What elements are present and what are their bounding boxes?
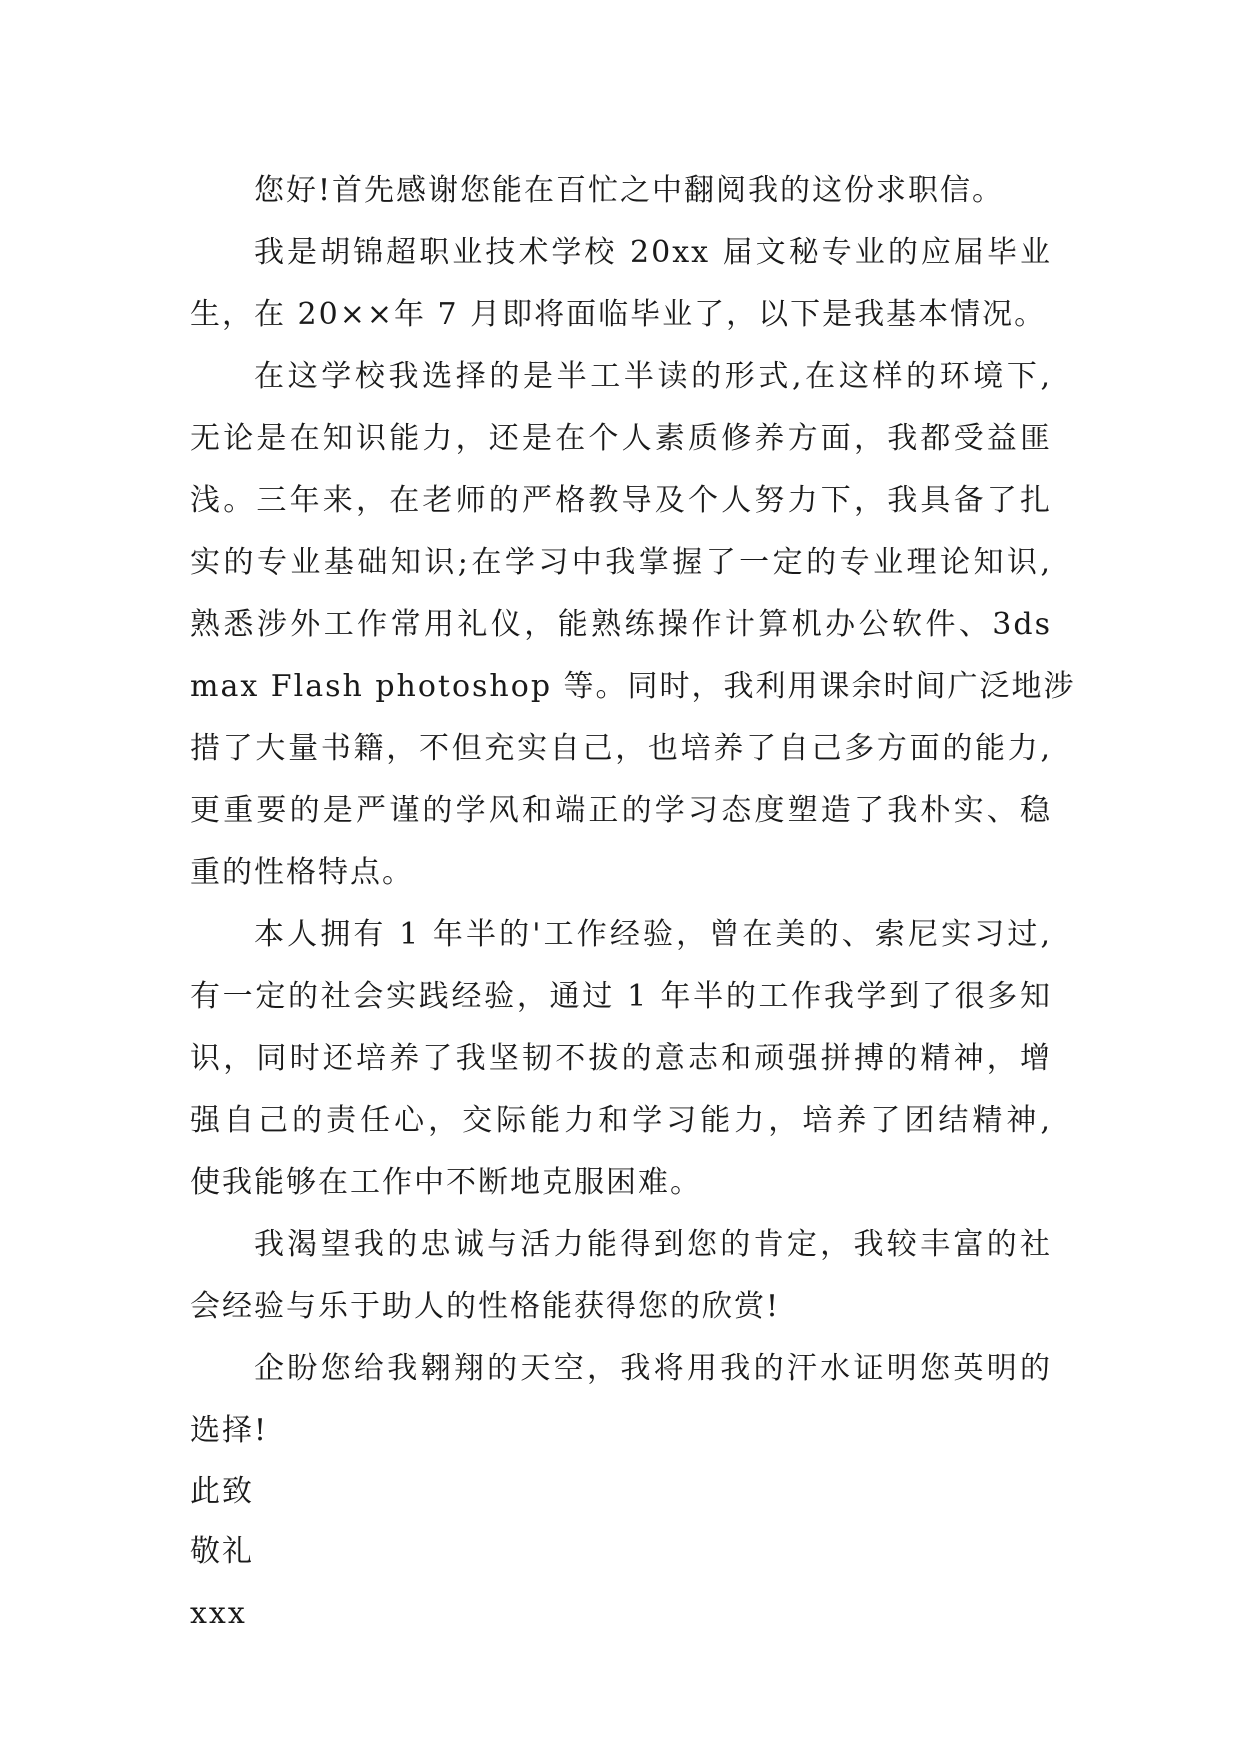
- paragraph-study-line-1: 在这学校我选择的是半工半读的形式,在这样的环境下,: [254, 359, 1052, 394]
- paragraph-greeting-line-1: 您好!首先感谢您能在百忙之中翻阅我的这份求职信。: [254, 173, 1005, 208]
- paragraph-study-line-6: max Flash photoshop 等。同时，我利用课余时间广泛地涉: [190, 669, 1076, 704]
- paragraph-study-line-9: 重的性格特点。: [190, 855, 414, 890]
- paragraph-hope-line-1: 企盼您给我翱翔的天空，我将用我的汗水证明您英明的: [254, 1351, 1052, 1386]
- paragraph-experience-line-3: 识，同时还培养了我坚韧不拔的意志和顽强拼搏的精神，增: [190, 1041, 1052, 1076]
- paragraph-intro-line-1: 我是胡锦超职业技术学校 20xx 届文秘专业的应届毕业: [254, 235, 1052, 270]
- closing-salutation: 此致: [190, 1474, 254, 1509]
- paragraph-study-line-2: 无论是在知识能力，还是在个人素质修养方面，我都受益匪: [190, 421, 1052, 456]
- signature: xxx: [190, 1596, 247, 1631]
- paragraph-intro-line-2: 生，在 20××年 7 月即将面临毕业了，以下是我基本情况。: [190, 297, 1047, 332]
- paragraph-desire-line-2: 会经验与乐于助人的性格能获得您的欣赏!: [190, 1289, 781, 1324]
- paragraph-study-line-8: 更重要的是严谨的学风和端正的学习态度塑造了我朴实、稳: [190, 793, 1052, 828]
- paragraph-experience-line-5: 使我能够在工作中不断地克服困难。: [190, 1165, 702, 1200]
- paragraph-experience-line-4: 强自己的责任心，交际能力和学习能力，培养了团结精神,: [190, 1103, 1052, 1138]
- paragraph-study-line-4: 实的专业基础知识;在学习中我掌握了一定的专业理论知识,: [190, 545, 1052, 580]
- closing-regards: 敬礼: [190, 1534, 254, 1569]
- paragraph-study-line-7: 措了大量书籍，不但充实自己，也培养了自己多方面的能力,: [190, 731, 1052, 766]
- paragraph-experience-line-1: 本人拥有 1 年半的'工作经验，曾在美的、索尼实习过,: [254, 917, 1052, 952]
- paragraph-desire-line-1: 我渴望我的忠诚与活力能得到您的肯定，我较丰富的社: [254, 1227, 1052, 1262]
- paragraph-hope-line-2: 选择!: [190, 1413, 269, 1448]
- paragraph-study-line-3: 浅。三年来，在老师的严格教导及个人努力下，我具备了扎: [190, 483, 1052, 518]
- paragraph-experience-line-2: 有一定的社会实践经验，通过 1 年半的工作我学到了很多知: [190, 979, 1052, 1014]
- cover-letter-body: [190, 160, 1076, 1644]
- paragraph-study-line-5: 熟悉涉外工作常用礼仪，能熟练操作计算机办公软件、3ds: [190, 607, 1052, 642]
